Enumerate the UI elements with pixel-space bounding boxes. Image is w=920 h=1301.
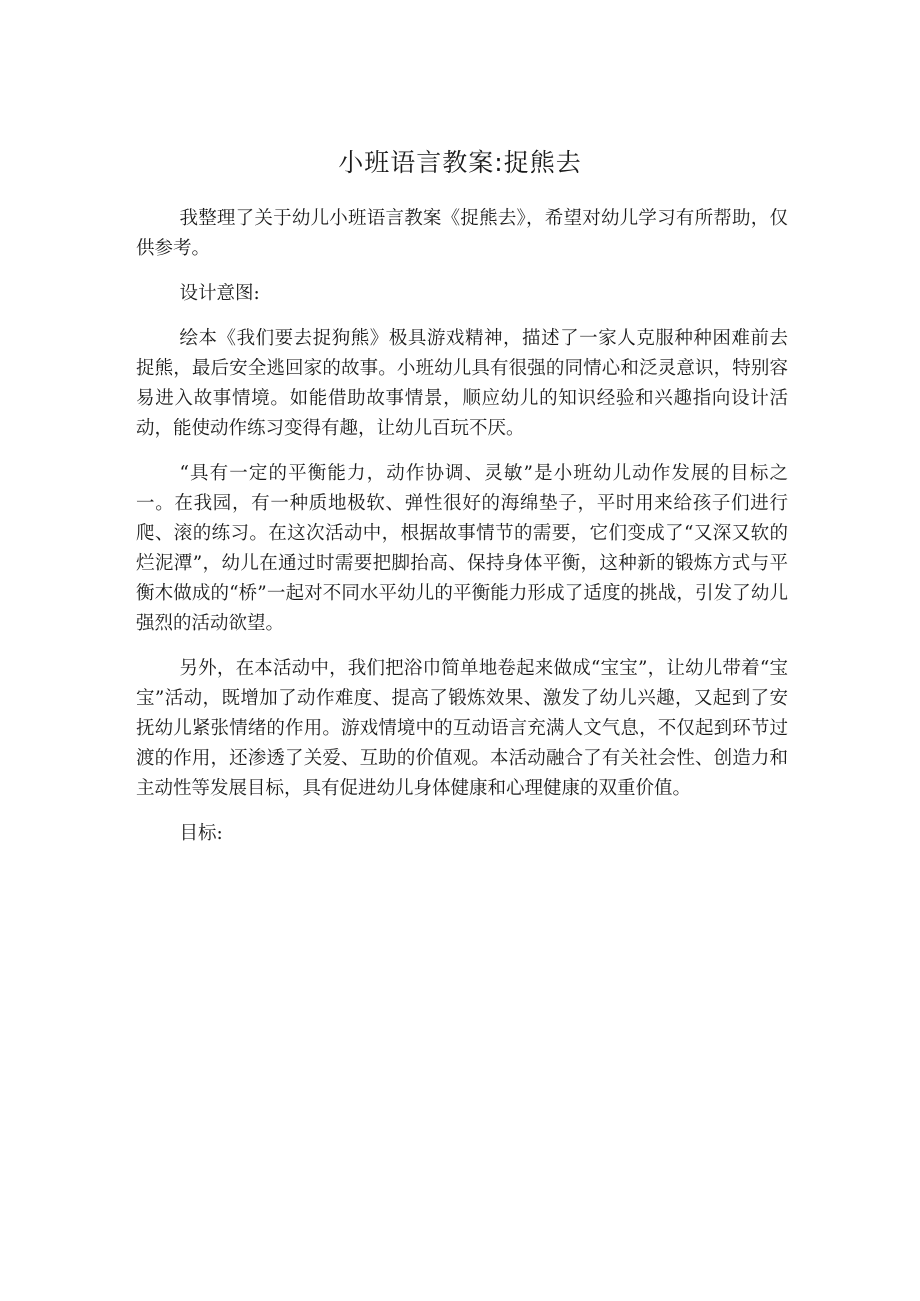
design-intent-paragraph-3: 另外，在本活动中，我们把浴巾简单地卷起来做成“宝宝”，让幼儿带着“宝宝”活动，既增加了动作难度、提高了锻炼效果、激发了幼儿兴趣，又起到了安抚幼儿紧张情绪的作用。游戏情境中的互动语言充满人文气息，不仅起到环节过渡的作用，还渗透了关爱、互助的价值观。本活动融合了有关社会性、创造力和主动性等发展目标，具有促进幼儿身体健康和心理健康的双重价值。 [136, 658, 788, 799]
design-intent-paragraph-2: “具有一定的平衡能力，动作协调、灵敏”是小班幼儿动作发展的目标之一。在我园，有一种质地极软、弹性很好的海绵垫子，平时用来给孩子们进行爬、滚的练习。在这次活动中，根据故事情节的需要，它们变成了“又深又软的烂泥潭”，幼儿在通过时需要把脚抬高、保持身体平衡，这种新的锻炼方式与平衡木做成的“桥”一起对不同水平幼儿的平衡能力形成了适度的挑战，引发了幼儿强烈的活动欲望。 [136, 463, 788, 634]
document-title: 小班语言教案:捉熊去 [338, 148, 582, 177]
section-heading-design-intent: 设计意图: [179, 283, 260, 304]
section-heading-goals: 目标: [179, 823, 223, 844]
document-body [136, 204, 788, 849]
design-intent-paragraph-1: 绘本《我们要去捉狗熊》极具游戏精神，描述了一家人克服种种困难前去捉熊，最后安全逃回家的故事。小班幼儿具有很强的同情心和泛灵意识，特别容易进入故事情境。如能借助故事情景，顺应幼儿的知识经验和兴趣指向设计活动，能使动作练习变得有趣，让幼儿百玩不厌。 [136, 328, 788, 439]
intro-paragraph: 我整理了关于幼儿小班语言教案《捉熊去》，希望对幼儿学习有所帮助，仅供参考。 [136, 208, 788, 259]
